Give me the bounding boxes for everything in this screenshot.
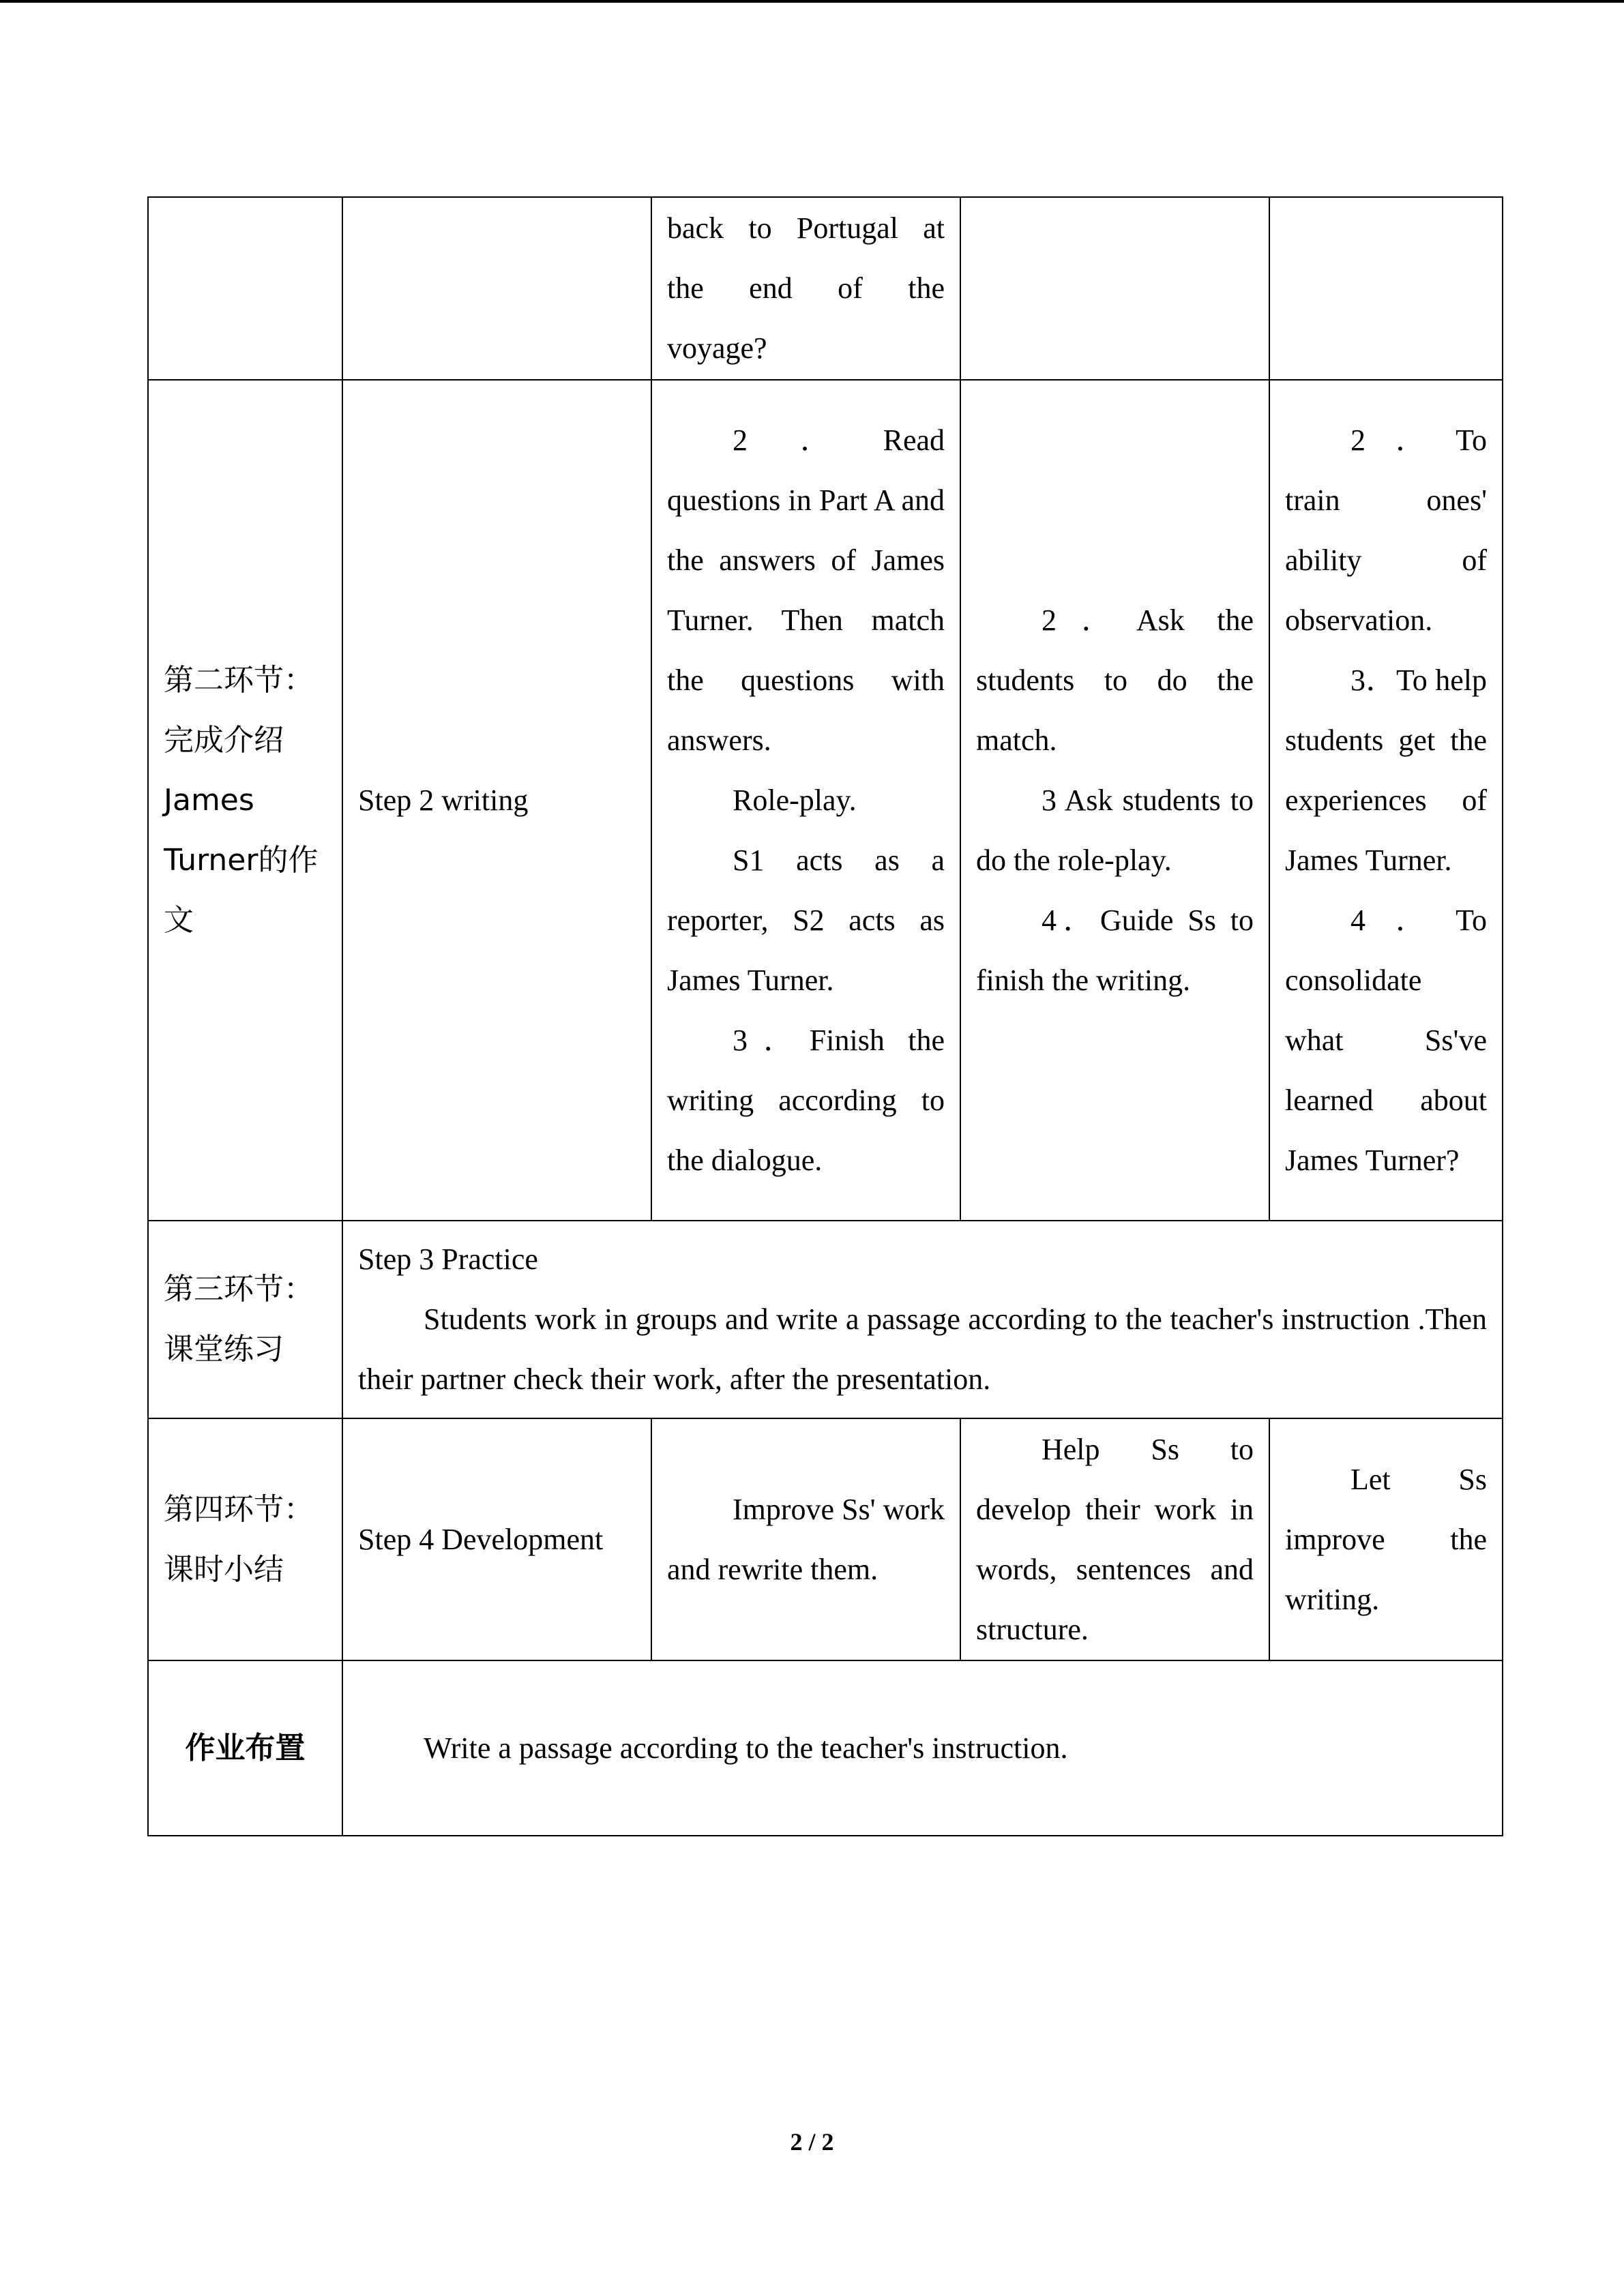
table-row [148,1418,1503,1660]
student-activity-p3: S1 acts as a reporter, S2 acts as James Turner. [667,843,945,997]
teacher-activity-p3: 4．Guide Ss to finish the writing. [976,903,1254,997]
homework-label: 作业布置 [185,1730,306,1765]
homework-content-cell [342,1660,1503,1836]
continuation-line-3: voyage? [667,331,767,365]
stage-label: 第三环节：课堂练习 [164,1272,314,1367]
practice-body: Students work in groups and write a passage according to the teacher's instruction .Then their partner check their work, after the presentation. [358,1302,1487,1396]
teacher-activity-cell-empty [960,197,1269,380]
top-border-line [0,0,1624,3]
continuation-line-2: the end of the [667,271,945,305]
table-row [148,380,1503,1221]
step-cell [342,380,651,1221]
page-number: 2 / 2 [790,2128,834,2156]
purpose-p3: 4．To consolidate what Ss've learned about James Turner? [1285,903,1487,1177]
teacher-activity-p1: Help Ss to develop their work in words, sentences and structure. [976,1432,1254,1646]
table-row [148,1221,1503,1418]
step-label: Step 4 Development [358,1522,604,1556]
stage-label: 第二环节：完成介绍James Turner的作文 [164,662,319,938]
stage-cell [148,1221,342,1418]
stage-label: 第四环节：课时小结 [164,1491,314,1587]
stage-cell [148,380,342,1221]
practice-cell [342,1221,1503,1418]
teacher-activity-cell [960,380,1269,1221]
purpose-p1: Let Ss improve the writing. [1285,1462,1487,1616]
homework-content: Write a passage according to the teacher's instruction. [424,1731,1068,1765]
stage-cell-empty [148,197,342,380]
student-activity-cell [651,197,960,380]
step-cell-empty [342,197,651,380]
purpose-p1: 2．To train ones' ability of observation. [1285,423,1487,637]
student-activity-cell [651,1418,960,1660]
purpose-cell [1269,1418,1503,1660]
teacher-activity-p1: 2．Ask the students to do the match. [976,603,1254,757]
step-label: Step 2 writing [358,783,529,817]
student-activity-p4: 3．Finish the writing according to the dialogue. [667,1023,945,1177]
student-activity-p2: Role-play. [733,783,857,817]
table-row [148,197,1503,380]
continuation-line-1: back to Portugal at [667,211,945,245]
teacher-activity-cell [960,1418,1269,1660]
purpose-cell [1269,380,1503,1221]
lesson-plan-table [147,196,1503,1836]
student-activity-p1: Improve Ss' work and rewrite them. [667,1492,945,1586]
purpose-cell-empty [1269,197,1503,380]
student-activity-p1: 2．Read questions in Part A and the answers of James Turner. Then match the questions with answers. [667,423,945,757]
teacher-activity-p2: 3 Ask students to do the role-play. [976,783,1254,877]
student-activity-cell [651,380,960,1221]
table-row [148,1660,1503,1836]
homework-label-cell [148,1660,342,1836]
practice-title: Step 3 Practice [358,1242,538,1276]
stage-cell [148,1418,342,1660]
purpose-p2: 3．To help students get the experiences of James Turner. [1285,663,1487,877]
step-cell [342,1418,651,1660]
